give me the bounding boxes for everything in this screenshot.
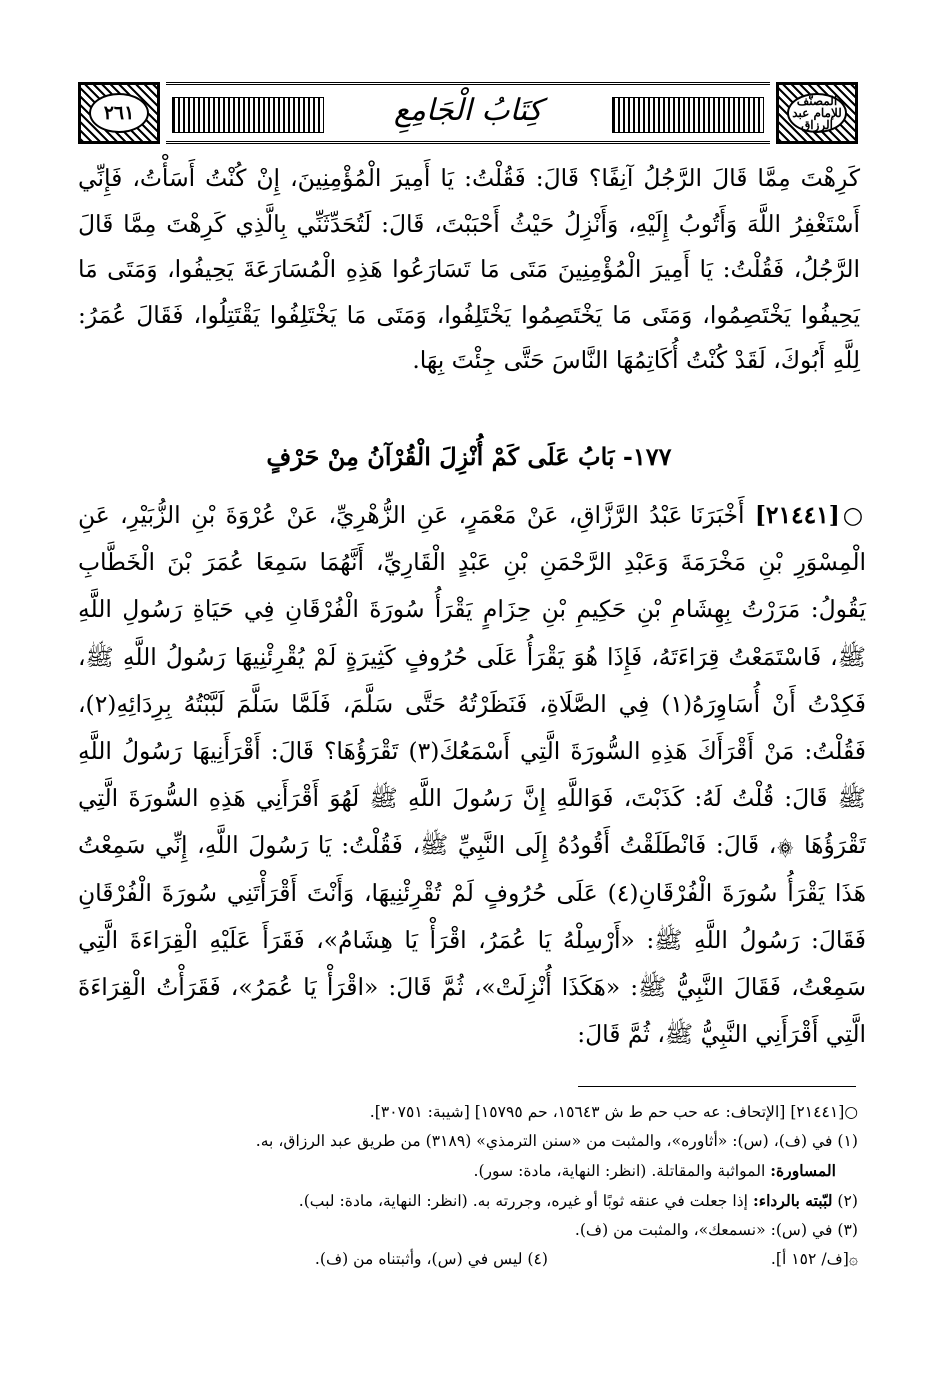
page-number-ornament (78, 82, 160, 144)
footnote-3: (٣) في (س): «نسمعك»، والمثبت من (ف). (574, 1221, 858, 1239)
book-seal-icon: المصنّف للإمام عبد الرزاق (787, 93, 847, 133)
manuscript-marker-note: ۞[ف/ ١٥٢ أ]. (770, 1250, 858, 1268)
footnote-1: (١) في (ف)، (س): «أثاوره»، والمثبت من «سنن الترمذي» (٣١٨٩) من طريق عبد الرزاق، به. (255, 1132, 858, 1150)
page-number: ٢٦١ (89, 93, 149, 133)
footnote-last-line (82, 1245, 858, 1274)
footnote-definition: المواثبة والمقاتلة. (انظر: النهاية، مادة: سور). (473, 1162, 766, 1180)
ithaf-reference: ○[٢١٤٤١] [الإتحاف: عه حب حم ط ش ١٥٦٤٣، حم ١٥٧٩٥] [شيبة: ٣٠٧٥١]. (369, 1103, 858, 1121)
footnote-definition: إذا جعلت في عنقه ثوبًا أو غيره، وجررته به. (انظر: النهاية، مادة: لبب). (298, 1192, 749, 1210)
header-band (166, 82, 770, 144)
book-seal-ornament (776, 82, 858, 144)
hadith-paragraph (78, 492, 866, 1058)
footnotes (82, 1098, 858, 1274)
footnote-number: (٢) (837, 1192, 858, 1210)
footnote-term: لبّبته بالرداء: (752, 1191, 833, 1210)
footnote-4: (٤) ليس في (س)، وأثبتناه من (ف). (314, 1250, 548, 1268)
hadith-number: ○[٢١٤٤١] (754, 501, 867, 529)
chapter-heading: ١٧٧- بَابُ عَلَى كَمْ أُنْزِلَ الْقُرْآنُ مِنْ حَرْفٍ (266, 442, 672, 471)
page-header (78, 82, 858, 144)
hadith-text: أَخْبَرَنَا عَبْدُ الرَّزَّاقِ، عَنْ مَعْمَرٍ، عَنِ الزُّهْرِيِّ، عَنْ عُرْوَةَ بْنِ الزُّبَيْرِ، عَنِ الْمِسْوَرِ بْنِ مَخْرَمَةَ وَعَبْدِ الرَّحْمَنِ بْنِ عَبْدٍ الْقَارِيِّ، أَنَّهُمَا سَمِعَا عُمَرَ بْنَ الْخَطَّابِ يَقُولُ: مَرَرْتُ بِهِشَامِ بْنِ حَكِيمِ بْنِ حِزَامٍ يَقْرَأُ سُورَةَ الْفُرْقَانِ فِي حَيَاةِ رَسُولِ اللَّهِ ﷺ، فَاسْتَمَعْتُ قِرَاءَتَهُ، فَإِذَا هُوَ يَقْرَأُ عَلَى حُرُوفٍ كَثِيرَةٍ لَمْ يُقْرِئْنِيهَا رَسُولُ اللَّهِ ﷺ، فَكِدْتُ أَنْ أُسَاوِرَهُ(١) فِي الصَّلَاةِ، فَنَظَرْتُهُ حَتَّى سَلَّمَ، فَلَمَّا سَلَّمَ لَبَّبْتُهُ بِرِدَائِهِ(٢)، فَقُلْتُ: مَنْ أَقْرَأَكَ هَذِهِ السُّورَةَ الَّتِي أَسْمَعُكَ(٣) تَقْرَؤُهَا؟ قَالَ: أَقْرَأَنِيهَا رَسُولُ اللَّهِ ﷺ قَالَ: قُلْتُ لَهُ: كَذَبْتَ، فَوَاللَّهِ إِنَّ رَسُولَ اللَّهِ ﷺ لَهُوَ أَقْرَأَنِي هَذِهِ السُّورَةَ الَّتِي تَقْرَؤُهَا ۞، قَالَ: فَانْطَلَقْتُ أَقُودُهُ إِلَى النَّبِيِّ ﷺ، فَقُلْتُ: يَا رَسُولَ اللَّهِ، إِنِّي سَمِعْتُ هَذَا يَقْرَأُ سُورَةَ الْفُرْقَانِ(٤) عَلَى حُرُوفٍ لَمْ تُقْرِئْنِيهَا، وَأَنْتَ أَقْرَأْتَنِي سُورَةَ الْفُرْقَانِ فَقَالَ: رَسُولُ اللَّهِ ﷺ: «أَرْسِلْهُ يَا عُمَرُ، اقْرَأْ يَا هِشَامُ»، فَقَرَأَ عَلَيْهِ الْقِرَاءَةَ الَّتِي سَمِعْتُ، فَقَالَ النَّبِيُّ ﷺ: «هَكَذَا أُنْزِلَتْ»، ثُمَّ قَالَ: «اقْرَأْ يَا عُمَرُ»، فَقَرَأْتُ الْقِرَاءَةَ الَّتِي أَقْرَأَنِي النَّبِيُّ ﷺ، ثُمَّ قَالَ: (78, 501, 866, 1049)
hadith-block (78, 492, 866, 1058)
paragraph-text: كَرِهْتَ مِمَّا قَالَ الرَّجُلُ آنِفًا؟ قَالَ: فَقُلْتُ: يَا أَمِيرَ الْمُؤْمِنِينَ، إِنْ كُنْتُ أَسَأْتُ، فَإِنِّي أَسْتَغْفِرُ اللَّهَ وَأَتُوبُ إِلَيْهِ، وَأَنْزِلُ حَيْثُ أَحْبَبْتَ، قَالَ: لَتُحَدِّثَنِّي بِالَّذِي كَرِهْتَ مِمَّا قَالَ الرَّجُلُ، فَقُلْتُ: يَا أَمِيرَ الْمُؤْمِنِينَ مَتَى مَا تَسَارَعُوا هَذِهِ الْمُسَارَعَةَ يَحِيفُوا، وَمَتَى مَا يَحِيفُوا يَخْتَصِمُوا، وَمَتَى مَا يَخْتَصِمُوا يَخْتَلِفُوا، وَمَتَى مَا يَخْتَلِفُوا يَقْتَتِلُوا، فَقَالَ عُمَرُ: لِلَّهِ أَبُوكَ، لَقَدْ كُنْتُ أُكَاتِمُهَا النَّاسَ حَتَّى جِئْتَ بِهَا. (78, 164, 860, 374)
decorative-pattern-right (612, 97, 764, 133)
footnote-term: المساورة: (770, 1161, 836, 1180)
decorative-pattern-left (172, 97, 324, 133)
footnote-separator (578, 1086, 856, 1087)
opening-paragraph (78, 156, 860, 384)
running-title: كِتَابُ الْجَامِعِ (393, 93, 543, 128)
footnote-1-definition (82, 1156, 858, 1186)
footnote-2 (82, 1186, 858, 1216)
